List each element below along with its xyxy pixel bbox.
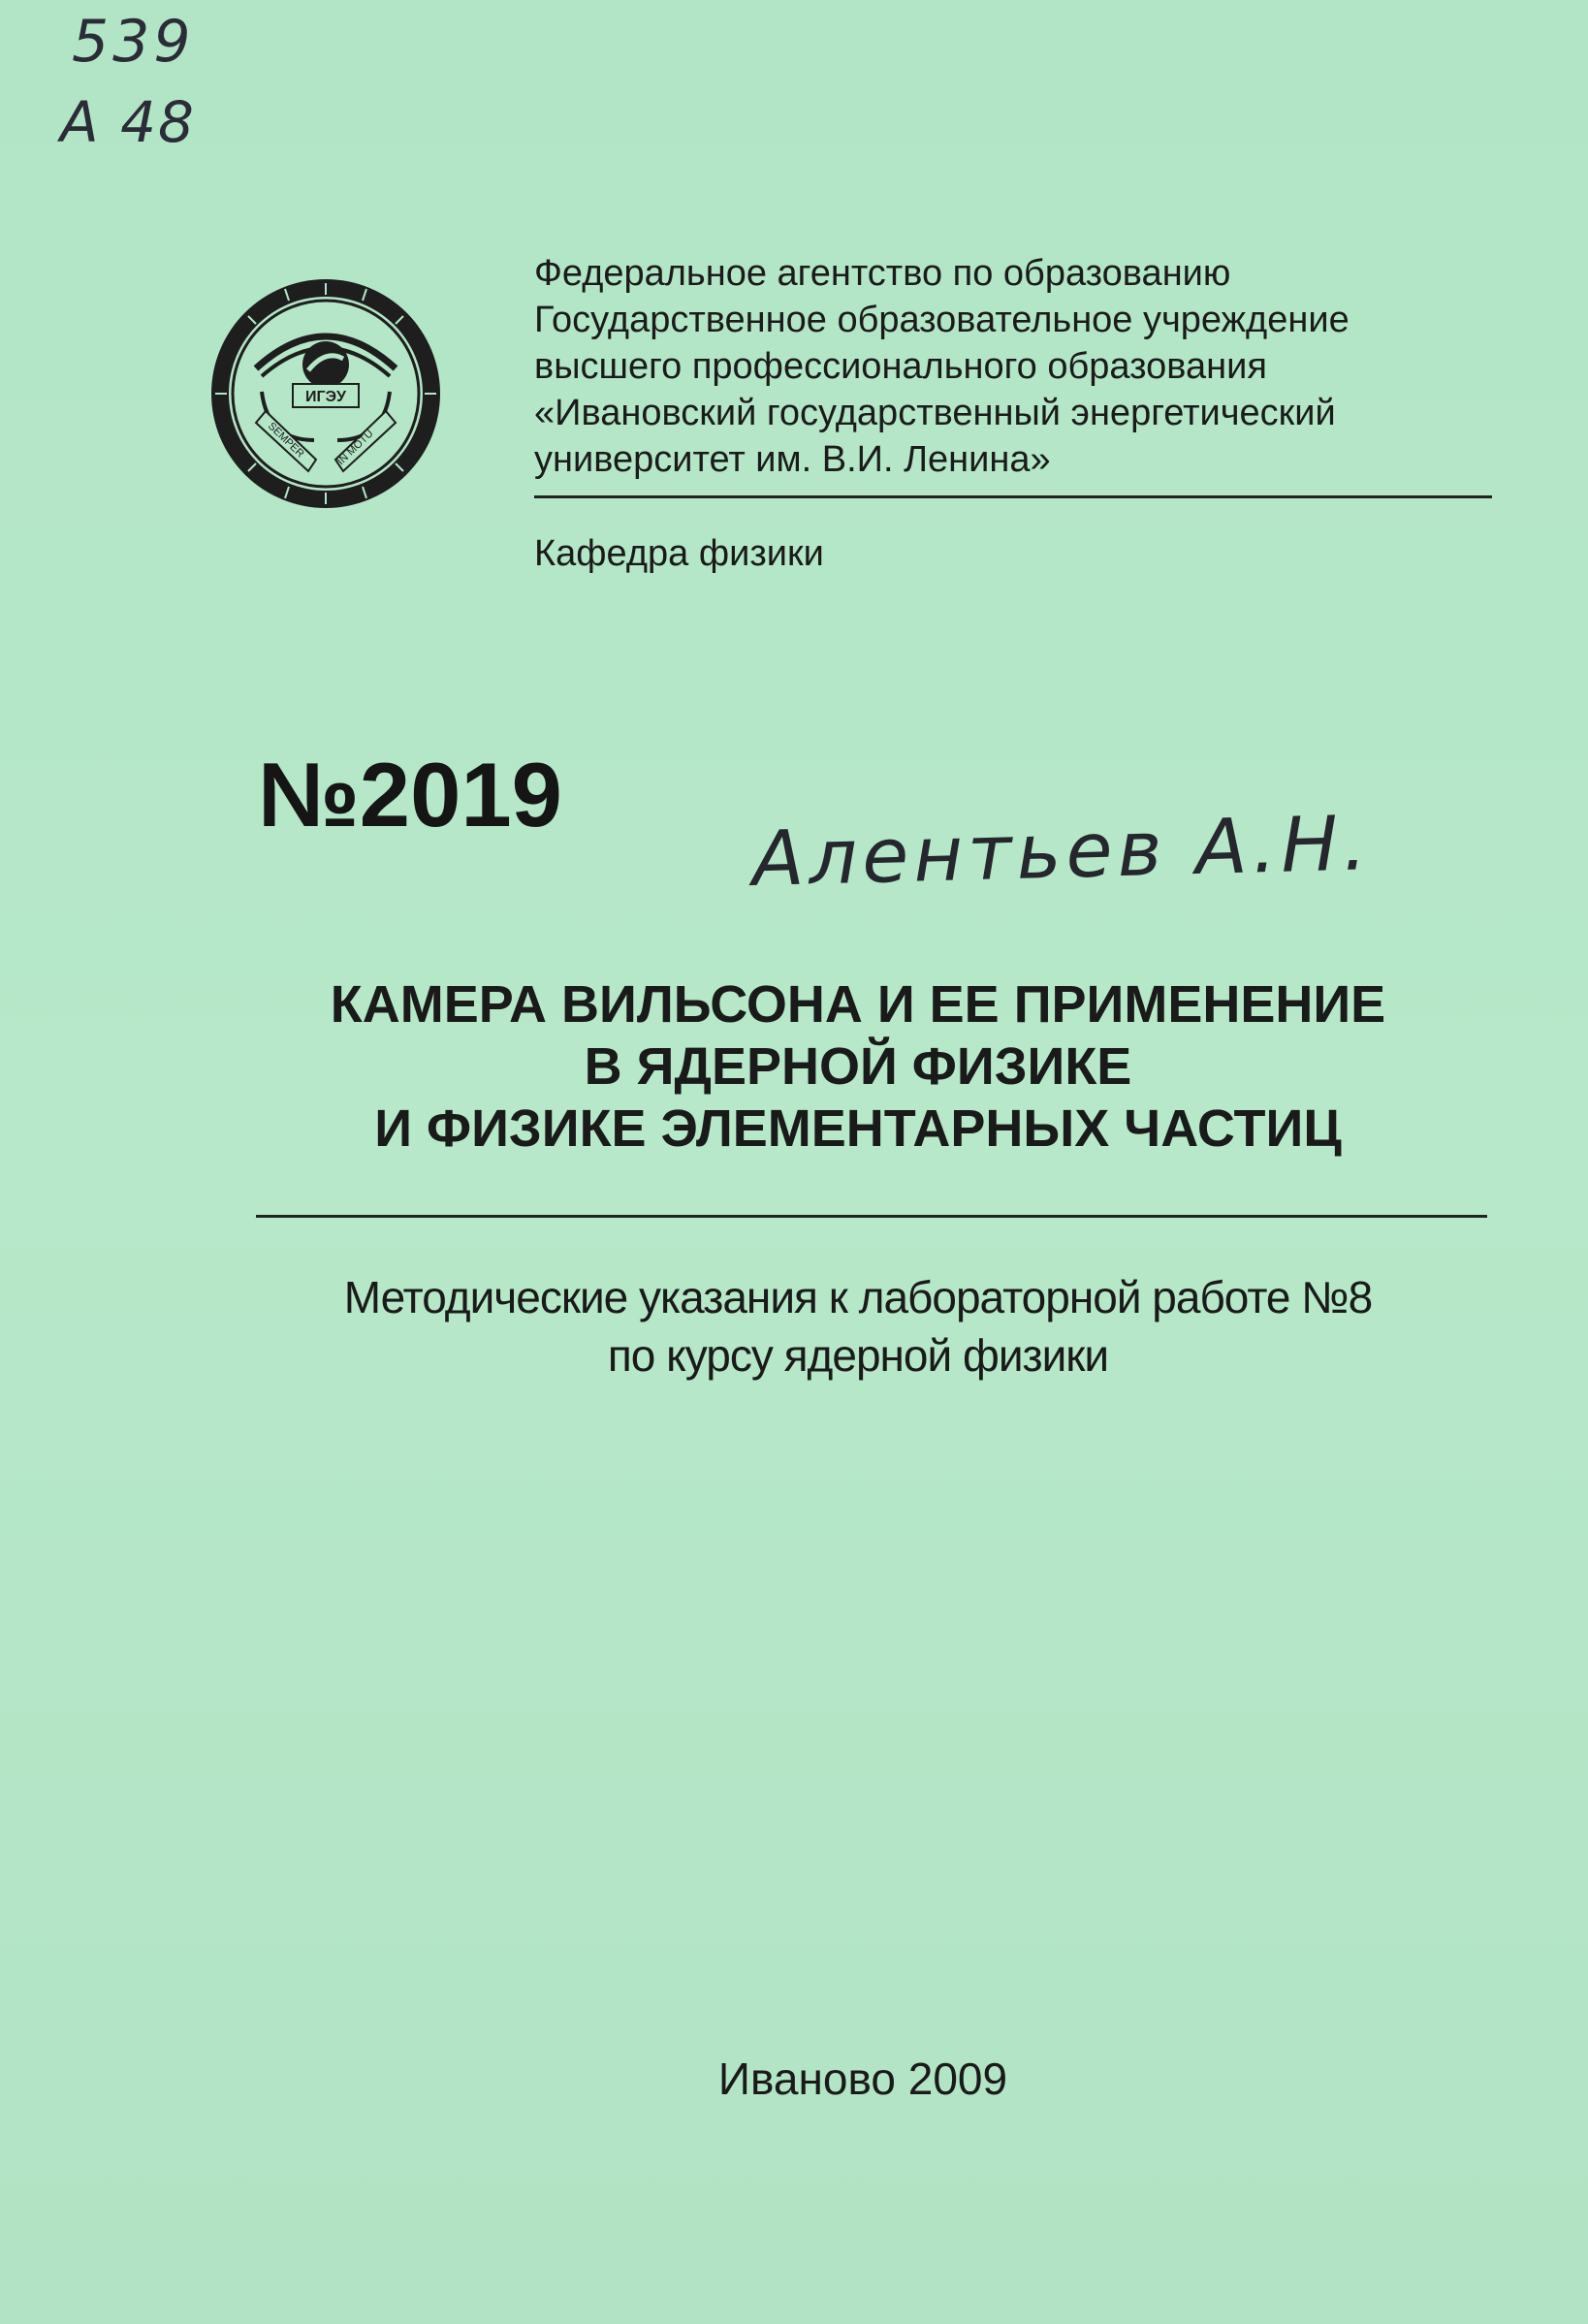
title-line: КАМЕРА ВИЛЬСОНА И ЕЕ ПРИМЕНЕНИЕ	[330, 975, 1386, 1034]
shelf-mark-number: 539	[72, 8, 195, 76]
document-number: №2019	[258, 744, 562, 845]
organization-header	[534, 250, 1504, 483]
author-handwritten: Алентьев А.Н.	[750, 800, 1373, 904]
seal-abbr: ИГЭУ	[305, 389, 346, 405]
organization-line: высшего профессионального образования	[534, 346, 1267, 387]
organization-line: Государственное образовательное учреждение	[534, 300, 1350, 340]
document-title	[194, 973, 1522, 1160]
subtitle-line: Методические указания к лабораторной работе №8	[343, 1272, 1373, 1322]
department-name: Кафедра физики	[534, 533, 824, 574]
organization-line: «Ивановский государственный энергетический	[534, 393, 1336, 433]
title-line: И ФИЗИКЕ ЭЛЕМЕНТАРНЫХ ЧАСТИЦ	[374, 1099, 1342, 1158]
title-line: В ЯДЕРНОЙ ФИЗИКЕ	[584, 1037, 1132, 1096]
header-divider	[534, 495, 1492, 498]
subtitle-line: по курсу ядерной физики	[607, 1330, 1109, 1381]
document-subtitle	[242, 1268, 1474, 1385]
organization-line: университет им. В.И. Ленина»	[534, 439, 1051, 480]
seal-motto-left: SEMPER	[265, 420, 306, 461]
title-divider	[256, 1215, 1487, 1218]
shelf-mark-code: A 48	[60, 89, 196, 155]
seal-motto-right: IN MOTU	[334, 428, 376, 468]
university-seal-icon	[207, 275, 444, 512]
organization-line: Федеральное агентство по образованию	[534, 253, 1231, 294]
city-year: Иваново 2009	[717, 2053, 1008, 2104]
